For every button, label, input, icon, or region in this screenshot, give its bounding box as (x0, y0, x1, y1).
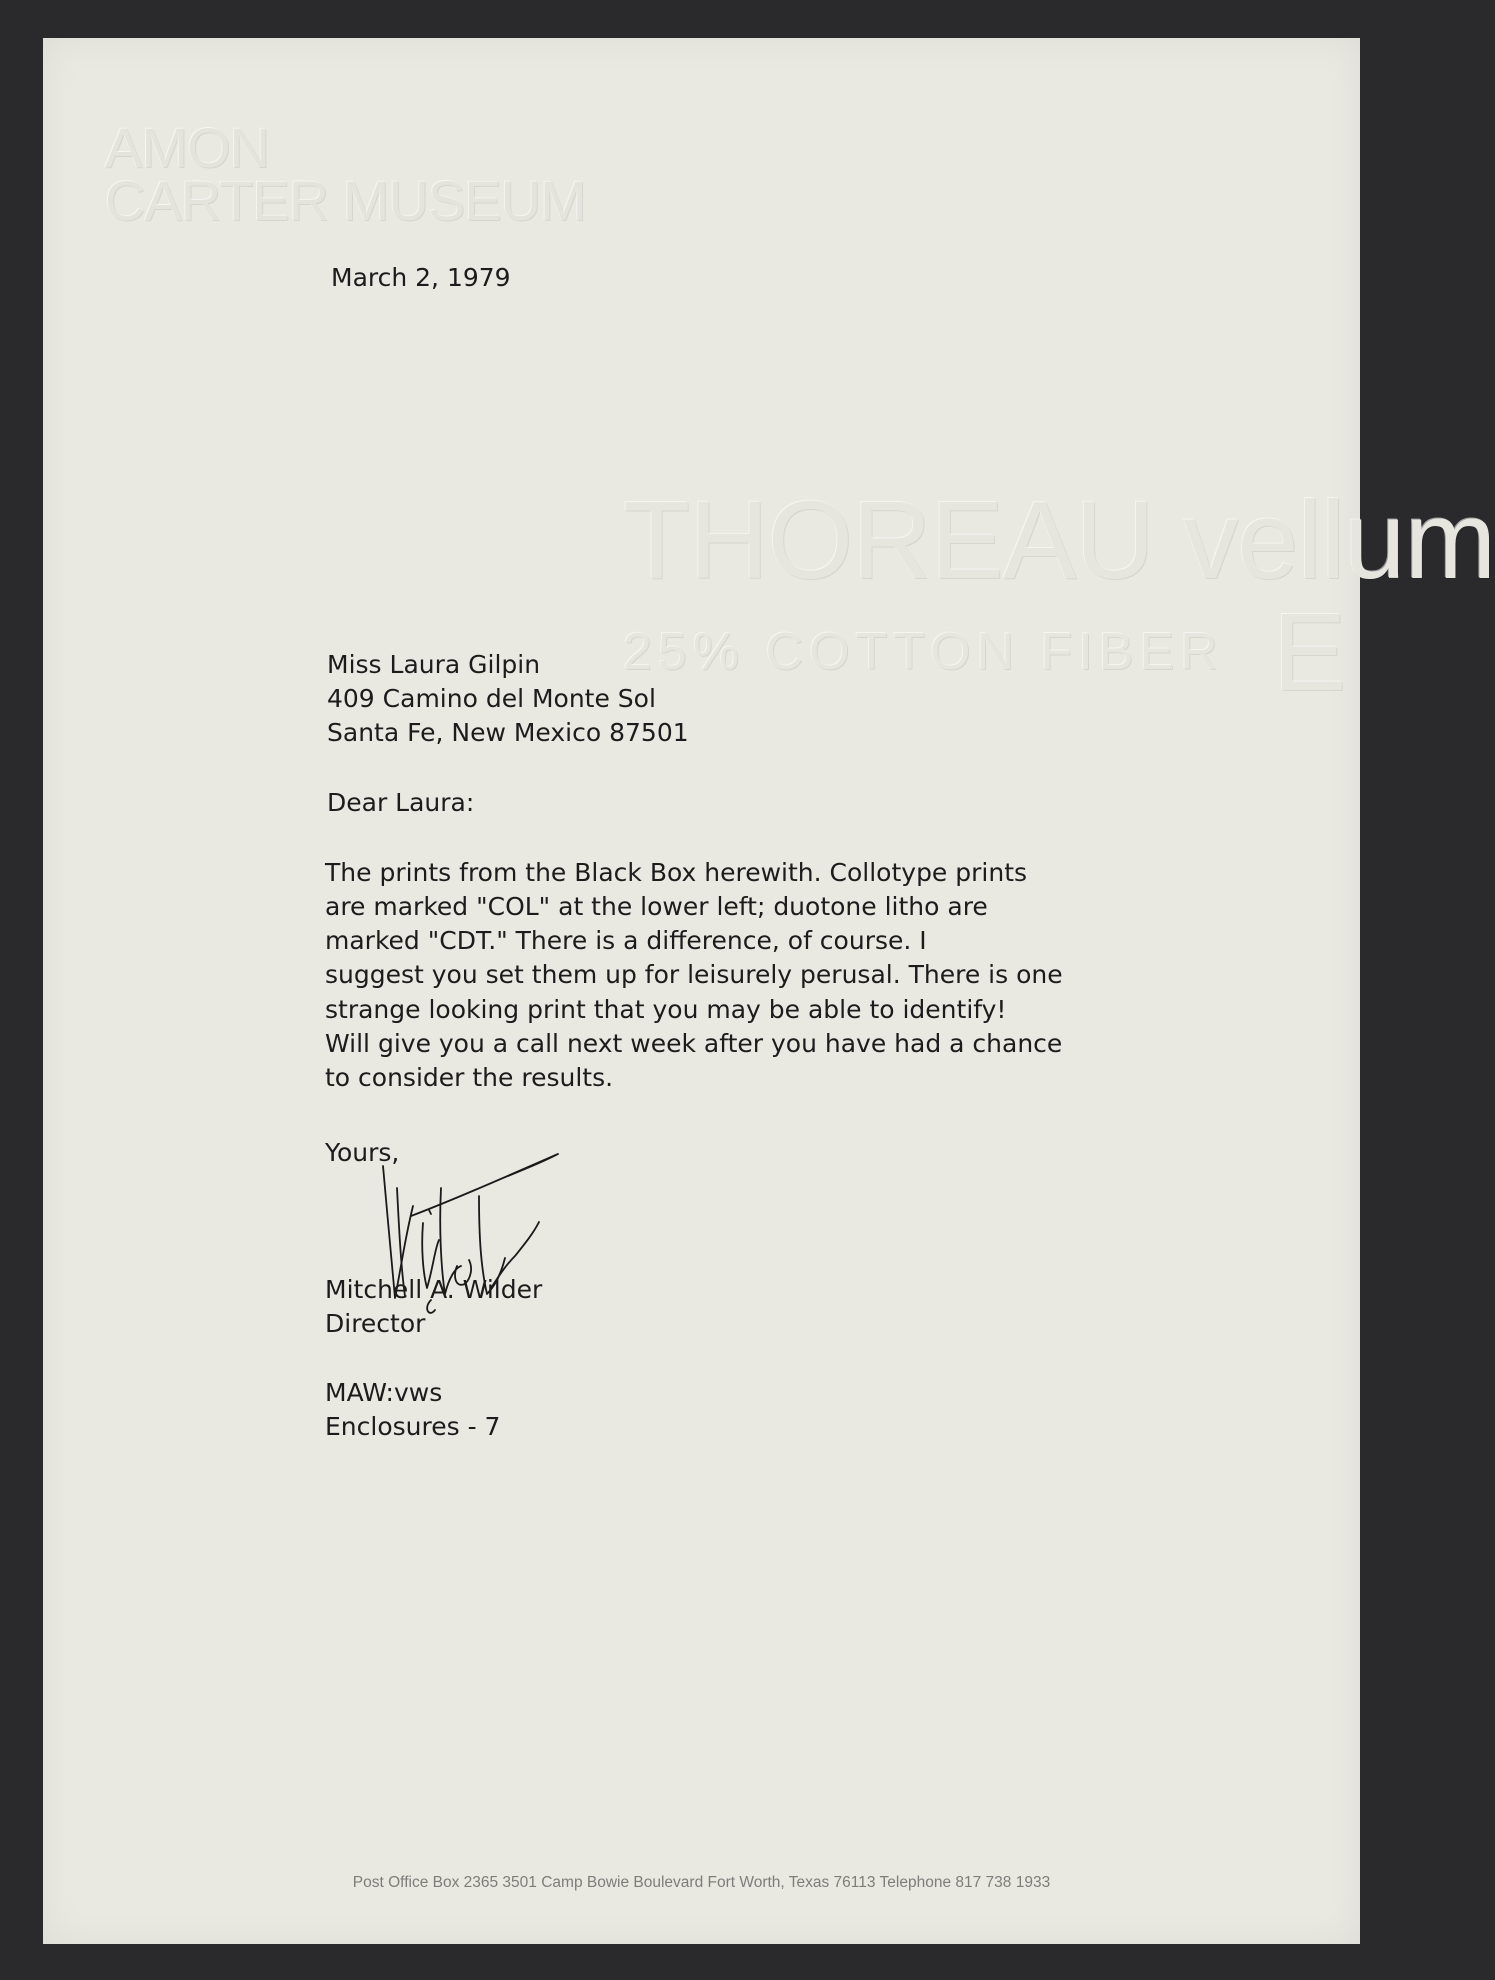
closing: Yours, (325, 1138, 400, 1167)
paper-watermark-line2: 25% COTTON FIBER (623, 623, 1224, 681)
letterhead-logo-line1: AMON (105, 116, 269, 179)
body-line: Will give you a call next week after you have had a chance (325, 1029, 1063, 1058)
body-line: suggest you set them up for leisurely perusal. There is one (325, 960, 1063, 989)
body-line: to consider the results. (325, 1063, 614, 1092)
paper-watermark-line1: THOREAU vellum (623, 479, 1495, 602)
letter-page (43, 38, 1495, 1944)
enclosures-line: Enclosures - 7 (325, 1412, 501, 1441)
letter-date: March 2, 1979 (331, 263, 511, 292)
body-line: The prints from the Black Box herewith. Collotype prints (325, 858, 1028, 887)
salutation: Dear Laura: (327, 788, 475, 817)
reference-initials: MAW:vws (325, 1378, 443, 1407)
body-line: strange looking print that you may be able to identify! (325, 995, 1007, 1024)
signer-title: Director (325, 1309, 426, 1338)
body-line: are marked "COL" at the lower left; duotone litho are (325, 892, 988, 921)
paper-watermark-mark: E (1273, 591, 1346, 714)
recipient-street: 409 Camino del Monte Sol (327, 684, 656, 713)
letterhead-logo-line2: CARTER MUSEUM (105, 169, 586, 232)
recipient-name: Miss Laura Gilpin (327, 650, 541, 679)
signer-name: Mitchell A. Wilder (325, 1275, 543, 1304)
body-line: marked "CDT." There is a difference, of course. I (325, 926, 927, 955)
recipient-city: Santa Fe, New Mexico 87501 (327, 718, 689, 747)
letterhead-footer-address: Post Office Box 2365 3501 Camp Bowie Boulevard Fort Worth, Texas 76113 Telephone 817 738 1933 (352, 1874, 1051, 1891)
